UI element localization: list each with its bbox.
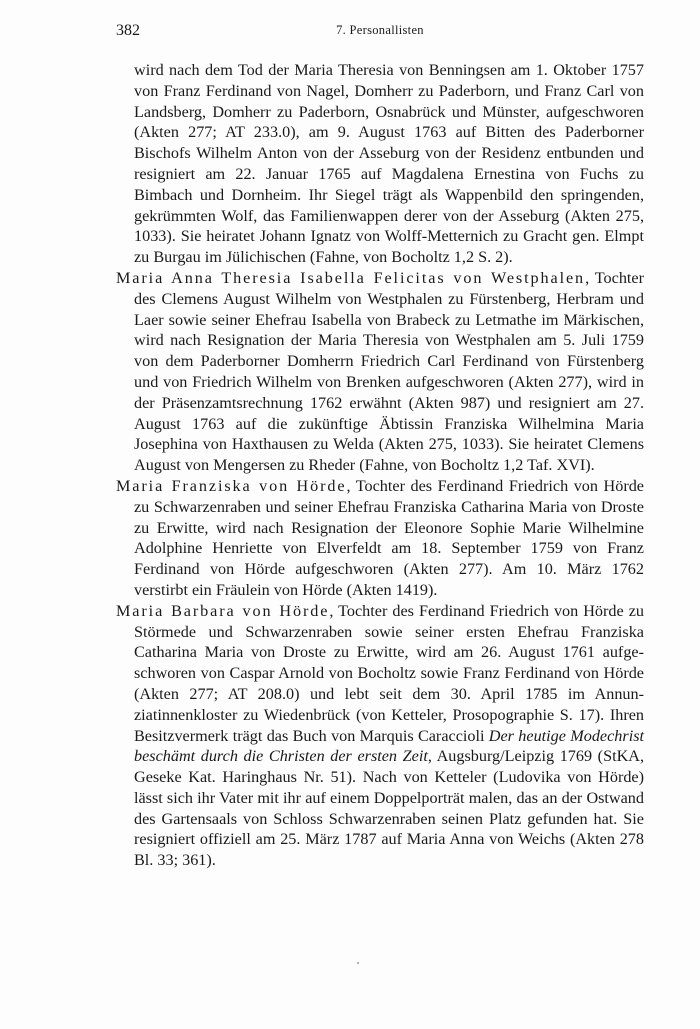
entry-text: wird nach dem Tod der Maria Theresia von Benningsen am 1. Oktober 1757 von Franz Ferdinand von Nagel, Domherr zu Paderborn, und Franz Carl von Landsberg, Domherr zu Paderborn, Osnabrück und Münster, aufgeschworen (Akten 277; AT 233.0), am 9. August 1763 auf Bitten des Paderborner Bischofs Wilhelm Anton von der Asseburg von der Residenz entbunden und resigniert am 22. Januar 1765 auf Magdalena Ernestina von Fuchs zu Bimbach und Dornheim. Ihr Siegel trägt als Wappenbild den springenden, gekrümmten Wolf, das Familienwappen derer von der Asseburg (Akten 275, 1033). Sie heiratet Johann Ignatz von Wolff-Metternich zu Gracht gen. Elmpt zu Burgau im Jülichischen (Fahne, von Bocholtz 1,2 S. 2). [134, 61, 644, 267]
entry-text: , Tochter des Ferdinand Friedrich von Hörde zu Schwarzenraben und seiner Ehefrau Franziska Catharina Maria von Droste zu Erwitte, wird nach Resignation der Eleonore Sophie Marie Wilhelmine Adolphine Henriette von Elverfeldt am 18. September 1759 von Franz Ferdinand von Hörde aufgeschworen (Akten 277). Am 10. März 1762 verstirbt ein Fräulein von Hörde (Akten 1419). [134, 476, 644, 599]
entry-text: , Tochter des Clemens August Wilhelm von Westphalen zu Fürstenberg, Herbram und Laer sowie seiner Ehefrau Isabella von Brabeck zu Letmathe im Märkischen, wird nach Resignation der Maria Theresia von Westphalen am 5. Juli 1759 von dem Paderborner Domherrn Friedrich Carl Ferdinand von Fürstenberg und von Friedrich Wilhelm von Brenken aufgeschworen (Akten 277), wird in der Präsenzamtsrechnung 1762 erwähnt (Akten 987) und resigniert am 27. August 1763 auf die zukünftige Äbtissin Franziska Wilhelmina Maria Josephina von Haxthausen zu Welda (Akten 275, 1033). Sie heiratet Clemens August von Mengersen zu Rheder (Fahne, von Bocholtz 1,2 Taf. XVI). [134, 268, 644, 475]
entry-franziska-hoerde [116, 476, 644, 601]
page-mark [357, 962, 359, 964]
entry-name: Maria Anna Theresia Isabella Felicitas von Westphalen [116, 268, 586, 287]
entry-continuation [116, 60, 644, 268]
entry-name: Maria Barbara von Hörde [116, 601, 330, 620]
entry-text: , Augsburg/Leipzig 1769 (StKA, Geseke Kat. Haringhaus Nr. 51). Nach von Ketteler (Ludovika von Hörde) lässt sich ihr Vater mit ihr auf einem Doppelporträt malen, das an der Ostwand des Gartensaals von Schloss Schwarzenraben seinen Platz gefunden hat. Sie resigniert offiziell am 25. März 1787 auf Maria Anna von Weichs (Akten 278 Bl. 33; 361). [134, 747, 644, 870]
body-text [116, 60, 644, 871]
book-title: Der heutige Modechrist beschämt durch die Christen der ersten Zeit [134, 726, 644, 766]
running-head: 7. Personallisten [336, 23, 424, 37]
entry-barbara-hoerde [116, 601, 644, 871]
entry-westphalen [116, 268, 644, 476]
entry-text: , Tochter des Ferdinand Friedrich von Hörde zu Störmede und Schwarzenraben sowie seiner ersten Ehefrau Franziska Catharina Maria von Droste zu Erwitte, wird am 26. August 1761 aufgeschworen von Caspar Arnold von Bocholtz sowie Franz Ferdinand von Hörde (Akten 277; AT 208.0) und lebt seit dem 30. April 1785 im Annunziatinnenkloster zu Wiedenbrück (von Ketteler, Prosopographie S. 17). Ihren Besitzvermerk trägt das Buch von Marquis Caraccioli [134, 601, 644, 745]
page-number: 382 [116, 22, 140, 39]
page-header [116, 22, 644, 44]
entry-name: Maria Franziska von Hörde [116, 476, 347, 495]
